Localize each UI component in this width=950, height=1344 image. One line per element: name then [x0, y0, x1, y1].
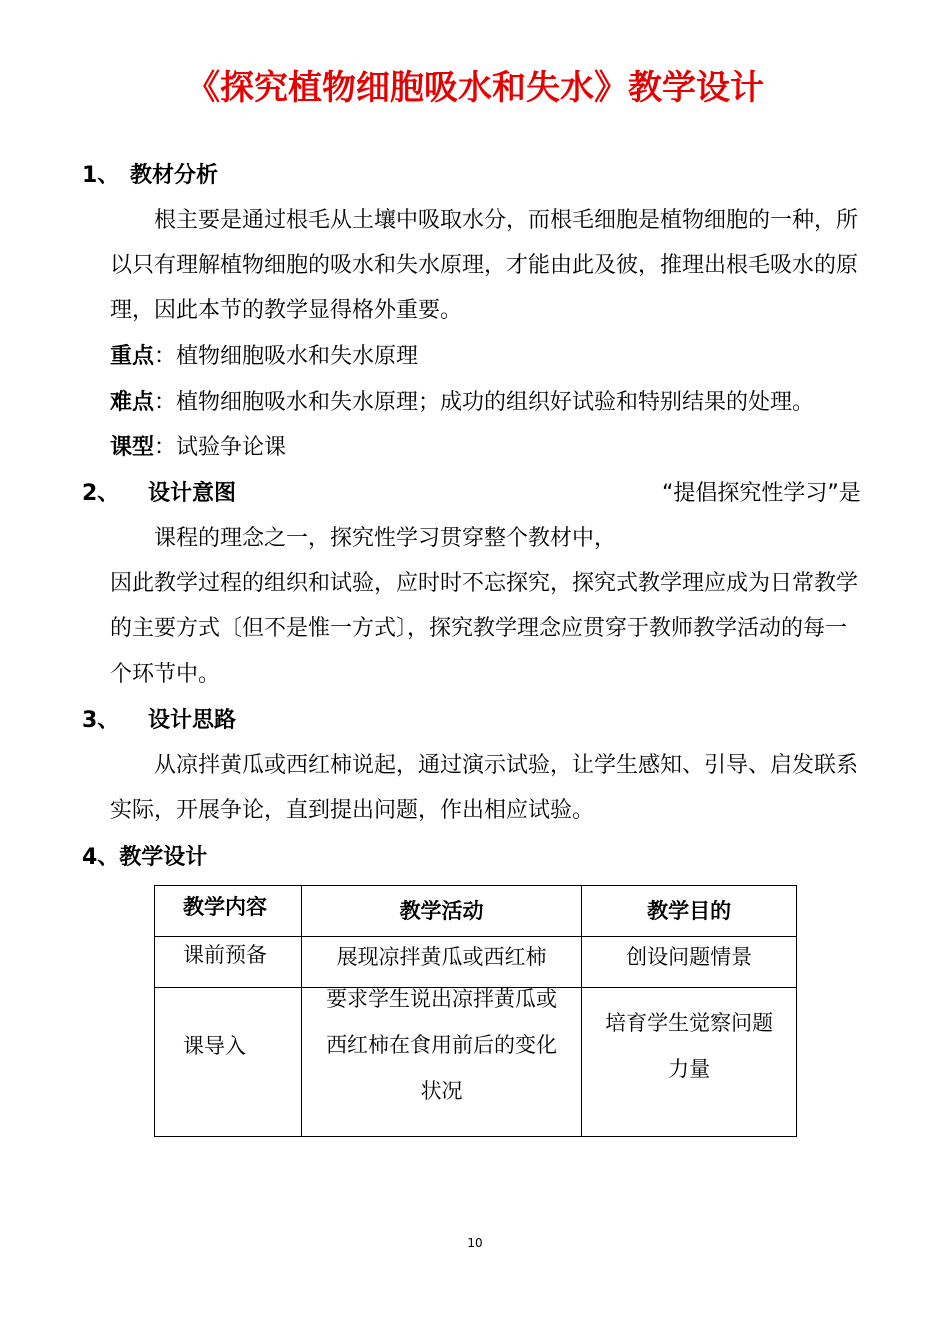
section1-number: 1、	[82, 163, 120, 188]
key-point-label: 重点	[110, 344, 155, 369]
row2-activity	[302, 976, 582, 1114]
row2-purpose	[582, 988, 796, 1092]
section3-para-line: 从凉拌黄瓜或西红柿说起，通过演示试验，让学生感知、引导、启发联系	[154, 753, 859, 778]
header-activity: 教学活动	[399, 899, 484, 923]
row2-purpose-line: 力量	[668, 1057, 711, 1081]
lesson-type-text: ：试验争论课	[154, 435, 287, 460]
lesson-type-line	[110, 433, 286, 463]
section1-para-line: 以只有理解植物细胞的吸水和失水原理，才能由此及彼，推理出根毛吸水的原	[110, 253, 859, 278]
table-cell	[155, 937, 302, 988]
row2-purpose-line: 培育学生觉察问题	[605, 1011, 774, 1035]
table-cell	[582, 937, 797, 988]
header-content: 教学内容	[183, 895, 267, 919]
difficulty-text: ：植物细胞吸水和失水原理；成功的组织好试验和特别结果的处理。	[154, 390, 815, 415]
lesson-type-label: 课型	[110, 435, 155, 460]
row2-activity-line: 要求学生说出凉拌黄瓜或	[326, 987, 558, 1011]
section3-heading: 设计思路	[148, 708, 237, 733]
difficulty-label: 难点	[110, 390, 155, 415]
key-point-text: ：植物细胞吸水和失水原理	[154, 344, 419, 369]
table-cell	[582, 988, 797, 1137]
difficulty-line	[110, 388, 814, 418]
section2-para-line: 因此教学过程的组织和试验，应时时不忘探究，探究式教学理应成为日常教学	[110, 571, 859, 596]
row2-activity-line: 西红柿在食用前后的变化	[326, 1033, 558, 1057]
page-number: 10	[467, 1236, 483, 1250]
section1-heading: 教材分析	[130, 163, 219, 188]
table-header-cell	[301, 886, 582, 937]
row1-purpose: 创设问题情景	[626, 945, 753, 969]
section2-para-line: 课程的理念之一，探究性学习贯穿整个教材中，	[154, 526, 617, 551]
teaching-design-table	[154, 885, 797, 1137]
section1-para-line: 根主要是通过根毛从土壤中吸取水分，而根毛细胞是植物细胞的一种，所	[154, 208, 859, 233]
section3-para-line: 实际，开展争论，直到提出问题，作出相应试验。	[110, 798, 595, 823]
section3-number: 3、	[82, 708, 120, 733]
section2-para-line: 个环节中。	[110, 662, 221, 687]
row1-activity: 展现凉拌黄瓜或西红柿	[336, 945, 547, 969]
section2-number: 2、	[82, 481, 120, 506]
key-point-line	[110, 342, 418, 372]
section1-para-line: 理，因此本节的教学显得格外重要。	[110, 298, 463, 323]
table-header-row	[155, 886, 797, 937]
table-row	[155, 988, 797, 1137]
section2-heading: 设计意图	[148, 481, 237, 506]
document-title: 《探究植物细胞吸水和失水》教学设计	[186, 68, 764, 108]
header-purpose: 教学目的	[647, 899, 732, 923]
section4-heading: 4、教学设计	[82, 845, 208, 870]
table-cell	[155, 988, 302, 1137]
table-header-cell	[155, 886, 302, 937]
section2-right-text: “提倡探究性学习”是	[662, 481, 861, 506]
row2-content: 课导入	[183, 1034, 246, 1058]
section2-para-line: 的主要方式〔但不是惟一方式〕，探究教学理念应贯穿于教师教学活动的每一	[110, 616, 848, 641]
row1-content: 课前预备	[183, 943, 267, 967]
table-cell	[301, 988, 582, 1137]
row2-activity-line: 状况	[420, 1079, 463, 1103]
table-header-cell	[582, 886, 797, 937]
